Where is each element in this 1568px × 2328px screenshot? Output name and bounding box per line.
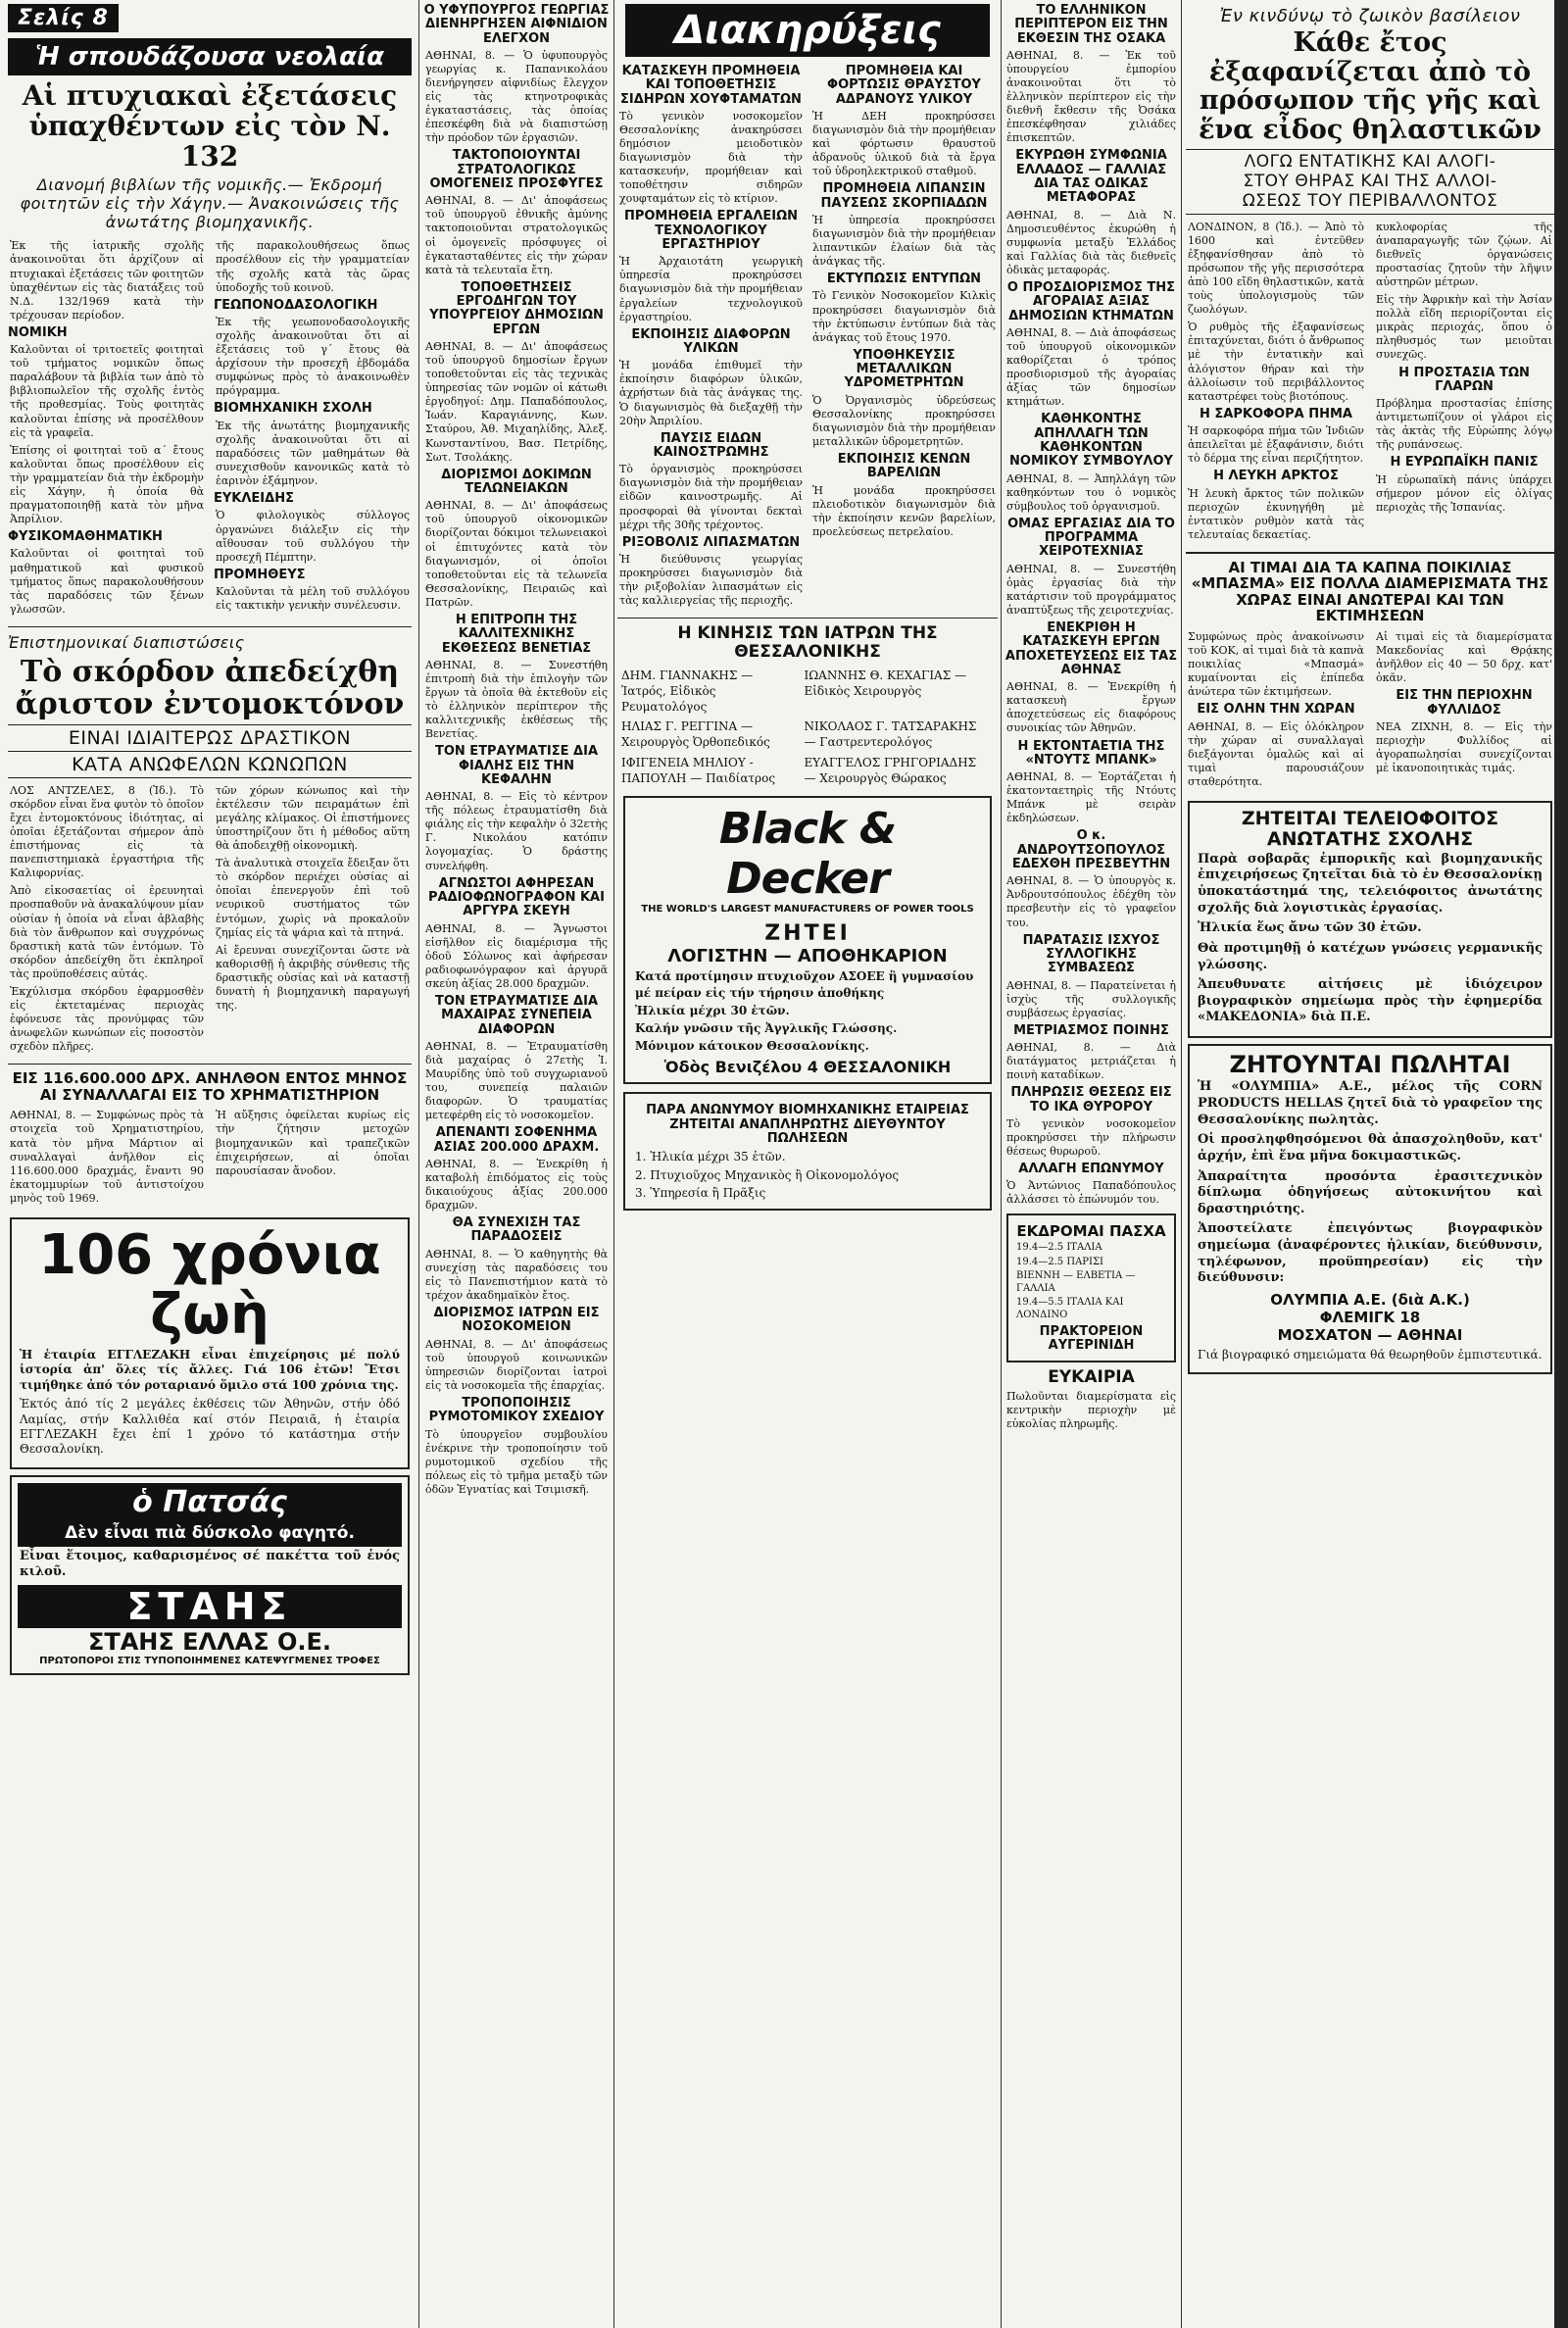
article-text: ΑΘΗΝΑΙ, 8. — Εἰς ὁλόκληρον τὴν χώραν αἱ συναλλαγαὶ διεξάγονται ὁμαλῶς καὶ αἱ τιμαὶ παρουσιάζουν σταθερότητα.: [1188, 719, 1364, 788]
ad-patsas-sub: Δὲν εἶναι πιὰ δύσκολο φαγητό.: [18, 1521, 402, 1547]
article-text: Ἡ διεύθυνσις γεωργίας προκηρύσσει διαγωνισμὸν διὰ τὴν ριξοβολίαν λιπασμάτων εἰς τὰς καλλιεργείας τῆς περιοχῆς.: [619, 552, 803, 608]
black-decker-role: ΛΟΓΙΣΤΗΝ — ΑΠΟΘΗΚΑΡΙΟΝ: [667, 946, 948, 967]
article-text: Τὸ ὀργανισμὸς προκηρύσσει διαγωνισμὸν διὰ τὴν προμήθειαν εἰδῶν καινοστρωμῆς. Αἱ προσφοραὶ θὰ γίνονται δεκταὶ μέχρι τῆς 30ῆς τρέχοντος.: [619, 463, 803, 531]
black-decker-req: Μόνιμον κάτοικον Θεσσαλονίκης.: [635, 1039, 869, 1054]
doctors-heading: Η ΚΙΝΗΣΙΣ ΤΩΝ ΙΑΤΡΩΝ ΤΗΣ ΘΕΣΣΑΛΟΝΙΚΗΣ: [677, 623, 938, 662]
ad-englezaki: [10, 1217, 410, 1469]
article-text: Καλοῦνται οἱ τριτοετεῖς φοιτηταὶ τοῦ τμήματος νομικῶν ὅπως παραλάβουν τὰ βιβλία των ἀπὸ τὸ βιβλιοπωλεῖον τῆς σχολῆς ἐντὸς τῆς προθεσμίας. Τοὺς φοιτητὰς καλοῦνται ἐπίσης νὰ προσέλθουν εἰς τὰ γραφεῖα.: [10, 343, 204, 439]
article-text: Ἐκχύλισμα σκόρδου ἐφαρμοσθὲν εἰς ἐκτεταμένας περιοχὰς ἐφόνευσε τὰς προνύμφας τῶν ἀνωφελῶν κωνώπων εἰς ποσοστὸν σχεδὸν πλῆρες.: [10, 984, 204, 1054]
headline-eponymo: ΑΛΛΑΓΗ ΕΠΩΝΥΜΟΥ: [1018, 1162, 1164, 1177]
eykairia-heading: ΕΥΚΑΙΡΙΑ: [1048, 1366, 1135, 1387]
article-text: ΛΟΝΔΙΝΟΝ, 8 (Ἰδ.). — Ἀπὸ τὸ 1600 καὶ ἐντεῦθεν ἐξηφανίσθησαν ἀπὸ τὸ πρόσωπον τῆς γῆς περισσότερα ἀπὸ 100 εἴδη θηλαστικῶν, κατὰ τοὺς ὑπολογισμοὺς τῶν ζωολόγων.: [1188, 220, 1364, 317]
ad-anonymous-company: [623, 1092, 992, 1210]
article-text: ΑΘΗΝΑΙ, 8. — Διὰ Ν. Δημοσιευθέντος ἐκυρώθη ἡ συμφωνία μεταξὺ Ἑλλάδος καὶ Γαλλίας διὰ τὰς διεθνεῖς ὁδικὰς μεταφοράς.: [1006, 208, 1176, 276]
article-text: ΑΘΗΝΑΙ, 8. — Ἐκ τοῦ ὑπουργείου ἐμπορίου ἀνακοινοῦται ὅτι τὸ ἑλληνικὸν περίπτερον εἰς τὴν διεθνῆ ἔκθεσιν τῆς Ὀσάκα ἐπεσκέφθησαν χιλιάδες ἐπισκεπτῶν.: [1006, 48, 1176, 145]
black-decker-zhtei: ΖΗΤΕΙ: [764, 921, 851, 947]
tag-eykleides: ΕΥΚΛΕΙΔΗΣ: [214, 491, 294, 507]
article-text: ΑΘΗΝΑΙ, 8. — Συμφώνως πρὸς τὰ στοιχεῖα τοῦ Χρηματιστηρίου, κατὰ τὸν μῆνα Μάρτιον αἱ συναλλαγαὶ ἀνῆλθον εἰς 116.600.000 δραχμάς, ἔναντι 90 ἑκατομμυρίων τοῦ ἀντιστοίχου μηνὸς τοῦ 1969.: [10, 1109, 204, 1205]
headline-ptychiakai: Αἱ πτυχιακαὶ ἐξετάσεις ὑπαχθέντων εἰς τὸν Ν. 132: [22, 79, 398, 173]
doctor-entry: ΕΥΑΓΓΕΛΟΣ ΓΡΗΓΟΡΙΑΔΗΣ — Χειρουργὸς Θώρακος: [804, 755, 977, 785]
article-text: Συμφώνως πρὸς ἀνακοίνωσιν τοῦ ΚΟΚ, αἱ τιμαὶ διὰ τὰ καπνὰ ποικιλίας «Μπασμά» κυμαίνονται εἰς ἐπίπεδα ἀνώτερα τῶν ἐκτιμήσεων.: [1188, 629, 1364, 699]
ad-politai-text: Ἡ «ΟΛΥΜΠΙΑ» Α.Ε., μέλος τῆς CORN PRODUCTS HELLAS ζητεῖ διὰ τὸ γραφεῖον της Θεσσαλονίκης πωλητὰς.: [1198, 1079, 1543, 1127]
black-decker-logo: Black & Decker: [718, 803, 897, 904]
headline-epidoma: ΑΠΕΝΑΝΤΙ ΣΟΦΕΝΗΜΑ ΑΣΙΑΣ 200.000 ΔΡΑΧΜ.: [433, 1125, 600, 1155]
article-text: Ὁ φιλολογικὸς σύλλογος ὀργανώνει διάλεξιν εἰς τὴν αἴθουσαν τοῦ συλλόγου τὴν προσεχῆ Πέμπτην.: [216, 509, 410, 564]
ad-politai-text2: Οἱ προσληφθησόμενοι θὰ ἀπασχοληθοῦν, κατ' ἀρχήν, ἐπὶ ἕνα μῆνα δοκιμαστικῶς.: [1198, 1132, 1543, 1164]
ad-teleiofoitos-text: Παρὰ σοβαρᾶς ἐμπορικῆς καὶ βιομηχανικῆς ἐπιχειρήσεως ζητεῖται διὰ τὸ ἐν Θεσσαλονίκῃ ὑποκατάστημά της, τελειόφοιτος ἀνωτάτης σχολῆς διὰ λογιστικὰς ἐργασίας.: [1198, 851, 1543, 916]
article-text: ΑΘΗΝΑΙ, 8. — Ὁ ὑπουργὸς κ. Ἀνδρουτσόπουλος ἐδέχθη τὸν πρεσβευτὴν εἰς τὸ γραφεῖον του.: [1006, 874, 1176, 929]
anon-req: 1. Ἠλικία μέχρι 35 ἐτῶν.: [635, 1150, 786, 1164]
ad-excursions: [1006, 1214, 1176, 1362]
tender-3: ΕΚΠΟΙΗΣΙΣ ΔΙΑΦΟΡΩΝ ΥΛΙΚΩΝ: [631, 326, 791, 357]
article-text: ΑΘΗΝΑΙ, 8. — Δι' ἀποφάσεως τοῦ ὑπουργοῦ δημοσίων ἔργων τοποθετοῦνται εἰς τὰς τεχνικὰς ὑπηρεσίας τῶν νομῶν οἱ κάτωθι ἐργοδηγοί: Δημ. Παπαδόπουλος, Ἰωάν. Καραγιάννης, Κων. Σταύρου, Ἀθ. Μιχαηλίδης, Ἀλεξ. Κωνσταντίνου, Βασ. Πετρίδης, Σωτ. Τσολάκης.: [425, 339, 608, 464]
excursion-row: 19.4—2.5 ΙΤΑΛΙΑ: [1016, 1242, 1102, 1254]
black-decker-req: Κατά προτίμησιν πτυχιοῦχον ΑΣΟΕΕ ἢ γυμνασίου μέ πείραν εἰς τήν τήρησιν ἀποθήκης: [635, 969, 974, 1000]
article-text: ΑΘΗΝΑΙ, 8. — Δι' ἀποφάσεως τοῦ ὑπουργοῦ κοινωνικῶν ὑπηρεσιῶν διορίζονται ἰατροὶ εἰς τὰ νοσοκομεῖα τῆς ἐπαρχίας.: [425, 1337, 608, 1392]
section-panis: Η ΕΥΡΩΠΑΪΚΗ ΠΑΝΙΣ: [1390, 455, 1539, 471]
column-4: [1004, 0, 1178, 2328]
article-text: Ὁ Ὀργανισμὸς ὑδρεύσεως Θεσσαλονίκης προκηρύσσει διαγωνισμὸν διὰ τὴν προμήθειαν μεταλλικῶν ὑδρομετρητῶν.: [812, 393, 996, 448]
article-text: Ἐκ τῆς γεωπονοδασολογικῆς σχολῆς ἀνακοινοῦται ὅτι αἱ ἐξετάσεις τοῦ γ΄ ἔτους θὰ ἀρχίσουν τὴν προσεχῆ ἑβδομάδα συμφώνως πρὸς τὸ ἀνακοινωθὲν πρόγραμμα.: [216, 316, 410, 398]
ad-englezaki-title: 106 χρόνια ζωὴ: [38, 1222, 381, 1348]
article-text: ΑΘΗΝΑΙ, 8. — Ἄγνωστοι εἰσῆλθον εἰς διαμέρισμα τῆς ὁδοῦ Σόλωνος καὶ ἀφήρεσαν ραδιοφωνόγραφον καὶ ἀργυρᾶ σκεύη ἀξίας 28.000 δραχμῶν.: [425, 921, 608, 990]
article-text: ΑΘΗΝΑΙ, 8. — Δι' ἀποφάσεως τοῦ ὑπουργοῦ οἰκονομικῶν διορίζονται δόκιμοι τελωνειακοὶ οἱ ἐπιτυχόντες κατὰ τὸν διαγωνισμόν, οἱ ὁποῖοι τοποθετοῦνται εἰς τὰ τελωνεῖα Θεσσαλονίκης, Πειραιῶς καὶ Πατρῶν.: [425, 499, 608, 609]
article-text: ΝΕΑ ΖΙΧΝΗ, 8. — Εἰς τὴν περιοχὴν Φυλλίδος αἱ ἀγοραπωλησίαι συνεχίζονται μὲ ἱκανοποιητικὰς τιμάς.: [1376, 719, 1552, 775]
ad-politai-req: Ἀπαραίτητα προσόντα ἐρασιτεχνικὸν δίπλωμα ὁδηγήσεως αὐτοκινήτου καὶ δραστηριότης.: [1198, 1168, 1543, 1216]
section-banner: Ἡ σπουδάζουσα νεολαία: [8, 38, 412, 75]
headline-maxaira: ΤΟΝ ΕΤΡΑΥΜΑΤΙΣΕ ΔΙΑ ΜΑΧΑΙΡΑΣ ΣΥΝΕΠΕΙΑ ΔΙΑΦΟΡΩΝ: [434, 993, 599, 1037]
ad-patsas-footer: ΠΡΩΤΟΠΟΡΟΙ ΣΤΙΣ ΤΥΠΟΠΟΙΗΜΕΝΕΣ ΚΑΤΕΨΥΓΜΕΝΕΣ ΤΡΟΦΕΣ: [39, 1655, 380, 1666]
headline-apoxeteysi: ΕΝΕΚΡΙΘΗ Η ΚΑΤΑΣΚΕΥΗ ΕΡΓΩΝ ΑΠΟΧΕΤΕΥΣΕΩΣ ΕΙΣ ΤΑΣ ΑΘΗΝΑΣ: [1004, 620, 1178, 677]
doctor-entry: ΙΦΙΓΕΝΕΙΑ ΜΗΛΙΟΥ - ΠΑΠΟΥΛΗ — Παιδίατρος: [621, 755, 776, 785]
anon-req: 2. Πτυχιοῦχος Μηχανικὸς ἢ Οἰκονομολόγος: [635, 1167, 900, 1182]
article-text: Πωλοῦνται διαμερίσματα εἰς κεντρικὴν περιοχὴν μὲ εὐκολίας πληρωμῆς.: [1006, 1390, 1176, 1431]
article-text: ΛΟΣ ΑΝΤΖΕΛΕΣ, 8 (Ἰδ.). Τὸ σκόρδον εἶναι ἕνα φυτὸν τὸ ὁποῖον ἔχει ἐντομοκτόνους ἰδιότητας, αἱ ὁποῖαι ἐξετάζονται σήμερον ἀπὸ ἐπιστήμονας εἰς τὰ πανεπιστημιακὰ ἐργαστήρια τῆς Καλιφορνίας.: [10, 783, 204, 880]
article-text: Πρόβλημα προστασίας ἐπίσης ἀντιμετωπίζουν οἱ γλάροι εἰς τὰς ἀκτὰς τῆς Εὐρώπης λόγῳ τῆς ρυπάνσεως.: [1376, 397, 1552, 452]
article-text: ΑΘΗΝΑΙ, 8. — Συνεστήθη ἐπιτροπὴ διὰ τὴν ἐπιλογὴν τῶν ἔργων τὰ ὁποῖα θὰ ἐκτεθοῦν εἰς τὸ ἑλληνικὸν περίπτερον τῆς καλλιτεχνικῆς ἐκθέσεως τῆς Βενετίας.: [425, 658, 608, 741]
article-text: Ἡ ὑπηρεσία προκηρύσσει διαγωνισμὸν διὰ τὴν προμήθειαν λιπαντικῶν ἐλαίων διὰ τὰς ἀνάγκας τῆς.: [812, 213, 996, 269]
section-glaroi: Η ΠΡΟΣΤΑΣΙΑ ΤΩΝ ΓΛΑΡΩΝ: [1398, 365, 1530, 394]
ad-politai-addr3: ΜΟΣΧΑΤΟΝ — ΑΘΗΝΑΙ: [1277, 1325, 1463, 1344]
black-decker-req: Ἡλικία μέχρι 30 ἐτῶν.: [635, 1003, 790, 1017]
tender-1: ΚΑΤΑΣΚΕΥΗ ΠΡΟΜΗΘΕΙΑ ΚΑΙ ΤΟΠΟΘΕΤΗΣΙΣ ΣΙΔΗΡΩΝ ΧΟΥΦΤΑΜΑΤΩΝ: [620, 64, 802, 107]
ad-patsas-title: ὁ Πατσάς: [18, 1483, 402, 1521]
doctor-entry: ΝΙΚΟΛΑΟΣ Γ. ΤΑΤΣΑΡΑΚΗΣ — Γαστρεντερολόγος: [804, 719, 977, 750]
headline-skordon: Τὸ σκόρδον ἀπεδείχθη ἄριστον ἐντομοκτόνον: [15, 654, 405, 721]
article-text: ΑΘΗΝΑΙ, 8. — Συνεστήθη ὁμὰς ἐργασίας διὰ τὴν κατάρτισιν τοῦ προγράμματος ἀναπτύξεως τῆς χειροτεχνίας.: [1006, 562, 1176, 617]
article-text: Ἡ σαρκοφόρα πήμα τῶν Ἰνδιῶν ἀπειλεῖται μὲ ἐξαφάνισιν, διότι τὸ δέρμα της εἶναι περιζήτητον.: [1188, 424, 1364, 466]
subhead-ptychiakai: Διανομή βιβλίων τῆς νομικῆς.— Ἐκδρομή φοιτητῶν εἰς τὴν Χάγην.— Ἀνακοινώσεις τῆς ἀνωτάτης βιομηχανικῆς.: [20, 175, 400, 232]
ad-teleiofoitos-title: ΖΗΤΕΙΤΑΙ ΤΕΛΕΙΟΦΟΙΤΟΣ ΑΝΩΤΑΤΗΣ ΣΧΟΛΗΣ: [1241, 807, 1499, 850]
tag-fysiko: ΦΥΣΙΚΟΜΑΘΗΜΑΤΙΚΗ: [8, 529, 163, 545]
ad-patsas-brand: ΣΤΑΗΣ: [18, 1585, 402, 1628]
headline-symfonia: ΕΚΥΡΩΘΗ ΣΥΜΦΩΝΙΑ ΕΛΛΑΔΟΣ — ΓΑΛΛΙΑΣ ΔΙΑ ΤΑΣ ΟΔΙΚΑΣ ΜΕΤΑΦΟΡΑΣ: [1015, 148, 1167, 206]
tender-5: ΡΙΞΟΒΟΛΙΣ ΛΙΠΑΣΜΑΤΩΝ: [621, 534, 801, 550]
tag-geoponiki: ΓΕΩΠΟΝΟΔΑΣΟΛΟΓΙΚΗ: [214, 297, 378, 313]
headline-iatroi-nosokomeio: ΔΙΟΡΙΣΜΟΣ ΙΑΤΡΩΝ ΕΙΣ ΝΟΣΟΚΟΜΕΙΟΝ: [433, 1306, 600, 1335]
tender-7: ΠΡΟΜΗΘΕΙΑ ΛΙΠΑΝΣΙΝ ΠΑΥΣΕΩΣ ΣΚΟΡΠΙΑΔΩΝ: [820, 181, 988, 211]
article-text: ΑΘΗΝΑΙ, 8. — Ἐνεκρίθη ἡ καταβολὴ ἐπιδόματος εἰς τοὺς δικαιούχους ἀξίας 200.000 δραχμῶν.: [425, 1157, 608, 1213]
article-text: Τὸ γενικὸν νοσοκομεῖον προκηρύσσει τὴν πλήρωσιν θέσεως θυρωροῦ.: [1006, 1116, 1176, 1159]
tender-2: ΠΡΟΜΗΘΕΙΑ ΕΡΓΑΛΕΙΩΝ ΤΕΧΝΟΛΟΓΙΚΟΥ ΕΡΓΑΣΤΗΡΙΟΥ: [623, 209, 799, 253]
headline-kathikonta: ΚΑΘΗΚΟΝΤΗΣ ΑΠΗΛΛΑΓΗ ΤΩΝ ΚΑΘΗΚΟΝΤΩΝ ΝΟΜΙΚΟΥ ΣΥΜΒΟΥΛΟΥ: [1009, 412, 1173, 470]
article-text: ΑΘΗΝΑΙ, 8. — Διὰ ἀποφάσεως τοῦ ὑπουργοῦ οἰκονομικῶν καθορίζεται ὁ τρόπος προσδιορισμοῦ τῆς ἀγοραίας ἀξίας τῶν δημοσίων κτημάτων.: [1006, 325, 1176, 409]
article-text: Τὸ Γενικὸν Νοσοκομεῖον Κιλκὶς προκηρύσσει διαγωνισμὸν διὰ τὴν ἐκτύπωσιν ἐντύπων διὰ τὰς ἀνάγκας τοῦ ἔτους 1970.: [812, 289, 996, 344]
black-decker-req: Καλήν γνῶσιν τῆς Ἀγγλικῆς Γλώσσης.: [635, 1021, 898, 1036]
article-text: ΑΘΗΝΑΙ, 8. — Ἐνεκρίθη ἡ κατασκευὴ ἔργων ἀποχετεύσεως εἰς διαφόρους συνοικίας τῶν Ἀθηνῶν.: [1006, 680, 1176, 735]
article-text: Καλοῦνται τὰ μέλη τοῦ συλλόγου εἰς τακτικὴν γενικὴν συνέλευσιν.: [216, 585, 410, 613]
article-text: κυκλοφορίας τῆς ἀναπαραγωγῆς τῶν ζῴων. Αἱ διεθνεῖς ὀργανώσεις προστασίας ζητοῦν τὴν λῆψιν αὐστηρῶν μέτρων.: [1376, 220, 1552, 289]
excursion-row: 19.4—5.5 ΙΤΑΛΙΑ ΚΑΙ ΛΟΝΔΙΝΟ: [1016, 1297, 1124, 1320]
diakirykseis-banner: Διακηρύξεις: [625, 4, 990, 57]
ad-politai: [1188, 1044, 1552, 1374]
article-text: Εἰς τὴν Ἀφρικὴν καὶ τὴν Ἀσίαν πολλὰ εἴδη περιορίζονται εἰς μικρὰς περιοχάς, ὅπου ὁ πληθυσμός των μειοῦται συνεχῶς.: [1376, 293, 1552, 362]
headline-presvefti: Ο κ. ΑΝΔΡΟΥΤΣΟΠΟΥΛΟΣ ΕΔΕΧΘΗ ΠΡΕΣΒΕΥΤΗΝ: [1011, 828, 1171, 871]
article-text: τῆς παρακολουθήσεως ὅπως προσέλθουν εἰς τὴν γραμματείαν τῆς σχολῆς κατὰ τὰς ὥρας ὑποδοχῆς τοῦ κοινοῦ.: [216, 239, 410, 294]
headline-doytch-bank: Η ΕΚΤΟΝΤΑΕΤΙΑ ΤΗΣ «ΝΤΟΥΤΣ ΜΠΑΝΚ»: [1017, 738, 1165, 768]
ad-patsas-text: Εἶναι ἕτοιμος, καθαρισμένος σέ πακέττα τοῦ ἑνός κιλοῦ.: [20, 1548, 400, 1580]
headline-poini: ΜΕΤΡΙΑΣΜΟΣ ΠΟΙΝΗΣ: [1013, 1022, 1169, 1038]
ad-politai-addr2: ΦΛΕΜΙΓΚ 18: [1319, 1308, 1421, 1326]
tender-6: ΠΡΟΜΗΘΕΙΑ ΚΑΙ ΦΟΡΤΩΣΙΣ ΘΡΑΥΣΤΟΥ ΑΔΡΑΝΟΥΣ ΥΛΙΚΟΥ: [827, 64, 981, 107]
subhead-thilastika-3: ΩΣΕΩΣ ΤΟΥ ΠΕΡΙΒΑΛΛΟΝΤΟΣ: [1186, 191, 1554, 215]
column-3: [617, 0, 998, 2328]
column-1: [0, 0, 416, 2328]
section-oli-xora: ΕΙΣ ΟΛΗΝ ΤΗΝ ΧΩΡΑΝ: [1197, 702, 1355, 718]
subhead-skordon-1: ΕΙΝΑΙ ΙΔΙΑΙΤΕΡΩΣ ΔΡΑΣΤΙΚΟΝ: [8, 724, 412, 752]
headline-fiali: ΤΟΝ ΕΤΡΑΥΜΑΤΙΣΕ ΔΙΑ ΦΙΑΛΗΣ ΕΙΣ ΤΗΝ ΚΕΦΑΛΗΝ: [434, 744, 599, 787]
article-text: Ἐκ τῆς ἰατρικῆς σχολῆς ἀνακοινοῦται ὅτι ἀρχίζουν αἱ πτυχιακαὶ ἐξετάσεις τῶν φοιτητῶν ὑπαχθέντων εἰς τὰς διατάξεις τοῦ Ν.Δ. 132/1969 κατὰ τὴν τρέχουσαν περίοδον.: [10, 239, 204, 322]
ad-politai-note: Γιά βιογραφικό σημειώματα θά θεωρηθοῦν ἐμπιστευτικά.: [1198, 1347, 1543, 1362]
headline-thyroros: ΠΛΗΡΩΣΙΣ ΘΕΣΕΩΣ ΕΙΣ ΤΟ ΙΚΑ ΘΥΡΟΡΟΥ: [1010, 1085, 1172, 1114]
headline-rymotomiko: ΤΡΟΠΟΠΟΙΗΣΙΣ ΡΥΜΟΤΟΜΙΚΟΥ ΣΧΕΔΙΟΥ: [428, 1395, 605, 1425]
ad-englezaki-text: Ἡ ἑταιρία ΕΓΓΛΕΖΑΚΗ εἶναι ἐπιχείρησις μέ πολύ ἱστορία ἀπ' ὅλες τίς ἄλλες. Γιά 106 ἐτῶν! Ἔτσι τιμήθηκε ἀπό τόν ροταριανό ὅμιλο στά 100 χρόνια της.: [20, 1348, 400, 1392]
excursion-row: ΒΙΕΝΝΗ — ΕΛΒΕΤΙΑ — ΓΑΛΛΙΑ: [1016, 1270, 1136, 1294]
headline-osaka: ΤΟ ΕΛΛΗΝΙΚΟΝ ΠΕΡΙΠΤΕΡΟΝ ΕΙΣ ΤΗΝ ΕΚΘΕΣΙΝ ΤΗΣ ΟΣΑΚΑ: [1014, 3, 1168, 46]
tag-viom: ΒΙΟΜΗΧΑΝΙΚΗ ΣΧΟΛΗ: [214, 401, 372, 417]
anon-title: ΠΑΡΑ ΑΝΩΝΥΜΟΥ ΒΙΟΜΗΧΑΝΙΚΗΣ ΕΤΑΙΡΕΙΑΣ ΖΗΤΕΙΤΑΙ ΑΝΑΠΛΗΡΩΤΗΣ ΔΙΕΥΘΥΝΤΟΥ ΠΩΛΗΣΕΩΝ: [646, 1103, 969, 1147]
section-pima: Η ΣΑΡΚΟΦΟΡΑ ΠΗΜΑ: [1200, 406, 1352, 421]
article-text: ΑΘΗΝΑΙ, 8. — Ἑορτάζεται ἡ ἑκατονταετηρὶς τῆς Ντόυτς Μπάνκ μὲ σειρὰν ἐκδηλώσεων.: [1006, 770, 1176, 825]
doctor-entry: ΙΩΑΝΝΗΣ Θ. ΚΕΧΑΓΙΑΣ — Εἰδικὸς Χειρουργὸς: [804, 668, 967, 698]
doctor-entry: ΔΗΜ. ΓΙΑΝΝΑΚΗΣ — Ἰατρός, Εἰδικὸς Ρευματολόγος: [621, 668, 754, 715]
article-text: Ὁ Ἀντώνιος Παπαδόπουλος ἀλλάσσει τὸ ἐπώνυμόν του.: [1006, 1179, 1176, 1207]
article-text: Ἐπίσης οἱ φοιτηταὶ τοῦ α΄ ἔτους καλοῦνται ὅπως προσέλθουν εἰς τὴν γραμματείαν διὰ τὴν ἐκδρομὴν εἰς Χάγην, ἡ ὁποία θὰ πραγματοποιηθῇ κατὰ τὸν μῆνα Ἀπρίλιον.: [10, 443, 204, 526]
page-edge: [1554, 0, 1568, 2328]
headline-kapna: ΑΙ ΤΙΜΑΙ ΔΙΑ ΤΑ ΚΑΠΝΑ ΠΟΙΚΙΛΙΑΣ «ΜΠΑΣΜΑ» ΕΙΣ ΠΟΛΛΑ ΔΙΑΜΕΡΙΣΜΑΤΑ ΤΗΣ ΧΩΡΑΣ ΕΙΝΑΙ ΑΝΩΤΕΡΑΙ ΚΑΙ ΤΩΝ ΕΚΤΙΜΗΣΕΩΝ: [1191, 558, 1549, 625]
article-text: Αἱ ἔρευναι συνεχίζονται ὥστε νὰ καθορισθῇ ἡ ἀκριβὴς σύνθεσις τῆς δραστικῆς οὐσίας καὶ νὰ καταστῇ δυνατὴ ἡ βιομηχανικὴ παραγωγή της.: [216, 943, 410, 1013]
tender-8: ΕΚΤΥΠΩΣΙΣ ΕΝΤΥΠΩΝ: [826, 272, 982, 287]
section2-kicker: Ἐπιστημονικαί διαπιστώσεις: [8, 632, 245, 652]
article-text: Ἐκ τῆς ἀνωτάτης βιομηχανικῆς σχολῆς ἀνακοινοῦται ὅτι αἱ παραδόσεις τῶν μαθημάτων θὰ συνεχισθοῦν κανονικῶς κατὰ τὸ ἑαρινὸν ἑξάμηνον.: [216, 419, 410, 488]
article-text: Ὁ ρυθμὸς τῆς ἐξαφανίσεως ἐπιταχύνεται, διότι ὁ ἄνθρωπος μὲ τὴν ἐντατικὴν καὶ ἀλόγιστον θήραν καὶ τὴν ἀλλοίωσιν τοῦ περιβάλλοντος καταστρέφει τοὺς βιοτόπους.: [1188, 321, 1364, 403]
headline-omas: ΟΜΑΣ ΕΡΓΑΣΙΑΣ ΔΙΑ ΤΟ ΠΡΟΓΡΑΜΜΑ ΧΕΙΡΟΤΕΧΝΙΑΣ: [1007, 516, 1175, 560]
excursions-title: ΕΚΔΡΟΜΑΙ ΠΑΣΧΑ: [1016, 1221, 1166, 1240]
headline-yfypourgos: Ο ΥΦΥΠΟΥΡΓΟΣ ΓΕΩΡΓΙΑΣ ΔΙΕΝΗΡΓΗΣΕΝ ΑΙΦΝΙΔΙΟΝ ΕΛΕΓΧΟΝ: [423, 3, 610, 46]
doctor-entry: ΗΛΙΑΣ Γ. ΡΕΓΓΙΝΑ — Χειρουργὸς Ὀρθοπεδικός: [621, 719, 770, 750]
article-text: ΑΘΗΝΑΙ, 8. — Ὁ καθηγητὴς θὰ συνεχίσῃ τὰς παραδόσεις του εἰς τὸ Πανεπιστήμιον κατὰ τὸ τρέχον ἀκαδημαϊκὸν ἔτος.: [425, 1247, 608, 1302]
column-2: [423, 0, 610, 2328]
ad-teleiofoitos-age: Ἡλικία ἕως ἄνω τῶν 30 ἐτῶν.: [1198, 920, 1422, 936]
ad-englezaki-text2: Ἐκτός ἀπό τίς 2 μεγάλες ἐκθέσεις τῶν Ἀθηνῶν, στήν ὁδό Λαμίας, στήν Καλλιθέα καί στόν Πειραιᾶ, ἡ ἑταιρία ΕΓΓΛΕΖΑΚΗ ἔχει ἐπί 1 χρόνο τό κατάστημα στήν Θεσσαλονίκη.: [20, 1397, 400, 1457]
headline-taktopoiountai: ΤΑΚΤΟΠΟΙΟΥΝΤΑΙ ΣΤΡΑΤΟΛΟΓΙΚΩΣ ΟΜΟΓΕΝΕΙΣ ΠΡΟΣΦΥΓΕΣ: [429, 148, 604, 192]
section-arktos: Η ΛΕΥΚΗ ΑΡΚΤΟΣ: [1213, 469, 1339, 484]
subhead-thilastika-1: ΛΟΓΩ ΕΝΤΑΤΙΚΗΣ ΚΑΙ ΑΛΟΓΙ-: [1186, 149, 1554, 172]
article-text: ΑΘΗΝΑΙ, 8. — Εἰς τὸ κέντρον τῆς πόλεως ἐτραυματίσθη διὰ φιάλης εἰς τὴν κεφαλὴν ὁ 32ετὴς Γ. Νικολάου κατόπιν λογομαχίας. Ὁ δράστης συνελήφθη.: [425, 790, 608, 872]
article-text: Ἡ Ἀρχαιοτάτη γεωργικὴ ὑπηρεσία προκηρύσσει διαγωνισμὸν διὰ τὴν προμήθειαν ἐργαλείων τεχνολογικοῦ ἐργαστηρίου.: [619, 255, 803, 323]
ad-teleiofoitos-apply: Ἀπευθυνατε αἰτήσεις μὲ ἰδιόχειρον βιογραφικὸν σημείωμα πρὸς τὴν ἐφημερίδα «ΜΑΚΕΔΟΝΙΑ» διὰ Π.Ε.: [1198, 977, 1543, 1025]
article-text: Ἡ αὔξησις ὀφείλεται κυρίως εἰς τὴν ζήτησιν μετοχῶν βιομηχανικῶν καὶ τραπεζικῶν ἐπιχειρήσεων, αἱ ὁποῖαι παρουσίασαν ἄνοδον.: [216, 1109, 410, 1177]
article-text: Ἡ εὐρωπαϊκὴ πάνις ὑπάρχει σήμερον μόνον εἰς ὀλίγας περιοχὰς τῆς Ἰσπανίας.: [1376, 472, 1552, 514]
article-text: Τὸ ὑπουργεῖον συμβουλίου ἐνέκρινε τὴν τροποποίησιν τοῦ ρυμοτομικοῦ σχεδίου τῆς πόλεως εἰς τὸ τμῆμα μεταξὺ τῶν ὁδῶν Ἐγνατίας καὶ Τσιμισκῆ.: [425, 1427, 608, 1496]
article-text: Ἡ μονάδα ἐπιθυμεῖ τὴν ἐκποίησιν διαφόρων ὑλικῶν, ἀχρήστων διὰ τὰς ἀνάγκας της. Ὁ διαγωνισμὸς θὰ διεξαχθῇ τὴν 20ὴν Ἀπριλίου.: [619, 359, 803, 427]
article-text: Τὸ γενικὸν νοσοκομεῖον Θεσσαλονίκης ἀνακηρύσσει δημόσιον μειοδοτικὸν διαγωνισμὸν διὰ τὴν κατασκευήν, προμήθειαν καὶ τοποθέτησιν σιδηρῶν χουφταμάτων εἰς τὸ κτίριον.: [619, 109, 803, 206]
headline-prosdiorismos: Ο ΠΡΟΣΔΙΟΡΙΣΜΟΣ ΤΗΣ ΑΓΟΡΑΙΑΣ ΑΞΙΑΣ ΔΗΜΟΣΙΩΝ ΚΤΗΜΑΤΩΝ: [1006, 280, 1176, 323]
black-decker-tagline: THE WORLD'S LARGEST MANUFACTURERS OF POWER TOOLS: [641, 903, 974, 915]
article-text: ΑΘΗΝΑΙ, 8. — Δι' ἀποφάσεως τοῦ ὑπουργοῦ ἐθνικῆς ἀμύνης τακτοποιοῦνται στρατολογικῶς οἱ ὁμογενεῖς πρόσφυγες οἱ ἐγκατασταθέντες εἰς τὴν χώραν κατὰ τὰ τελευταῖα ἔτη.: [425, 194, 608, 276]
ad-teleiofoitos-lang: Θὰ προτιμηθῇ ὁ κατέχων γνώσεις γερμανικῆς γλώσσης.: [1198, 940, 1543, 972]
article-text: ΑΘΗΝΑΙ, 8. — Ἀπηλλάγη τῶν καθηκόντων του ὁ νομικὸς σύμβουλος τοῦ ὀργανισμοῦ.: [1006, 471, 1176, 513]
tag-promitheys: ΠΡΟΜΗΘΕΥΣ: [214, 567, 306, 582]
tender-10: ΕΚΠΟΙΗΣΙΣ ΚΕΝΩΝ ΒΑΡΕΛΙΩΝ: [837, 452, 971, 481]
headline-epitropi: Η ΕΠΙΤΡΟΠΗ ΤΗΣ ΚΑΛΛΙΤΕΧΝΙΚΗΣ ΕΚΘΕΣΕΩΣ ΒΕΝΕΤΙΑΣ: [441, 612, 592, 656]
ad-patsas-company: ΣΤΑΗΣ ΕΛΛΑΣ Ο.Ε.: [87, 1627, 332, 1656]
column-5: [1186, 0, 1554, 2328]
article-text: Ἀπὸ εἰκοσαετίας οἱ ἐρευνηταὶ προσπαθοῦν νὰ ἀνακαλύψουν μίαν οὐσίαν ἡ ὁποία νὰ εἶναι ἀβλαβὴς διὰ τὸν ἄνθρωπον καὶ συγχρόνως δραστικὴ κατὰ τῶν ἐντόμων. Τὸ σκόρδον ἀπεδείχθη ὅτι ἐκπληροῖ τὰς προϋποθέσεις αὐτάς.: [10, 884, 204, 980]
headline-agnostoi: ΑΓΝΩΣΤΟΙ ΑΦΗΡΕΣΑΝ ΡΑΔΙΟΦΩΝΟΓΡΑΦΟΝ ΚΑΙ ΑΡΓΥΡΑ ΣΚΕΥΗ: [428, 875, 605, 919]
article-text: Ἡ μονάδα προκηρύσσει πλειοδοτικὸν διαγωνισμὸν διὰ τὴν ἐκποίησιν κενῶν βαρελίων, προελεύσεως πετρελαίου.: [812, 483, 996, 538]
ad-black-decker: [623, 796, 992, 1084]
article-text: ΑΘΗΝΑΙ, 8. — Ὁ ὑφυπουργὸς γεωργίας κ. Παπανικολάου διενήργησεν αἰφνιδίως ἔλεγχον εἰς τὰς κτηνοτροφικὰς ἐγκαταστάσεις, τὰς ὁποίας ἐπεσκέφθη διὰ νὰ διαπιστώσῃ τὴν πρόοδον τῶν ἐργασιῶν.: [425, 48, 608, 145]
article-text: Ἡ λευκὴ ἄρκτος τῶν πολικῶν περιοχῶν ἐκυνηγήθη μὲ ἐντατικὸν ρυθμὸν κατὰ τὰς τελευταίας δεκαετίας.: [1188, 486, 1364, 541]
headline-thilastika: Κάθε ἔτος ἐξαφανίζεται ἀπὸ τὸ πρόσωπον τῆς γῆς καὶ ἕνα εἶδος θηλαστικῶν: [1199, 27, 1542, 146]
article-text: τῶν χόρων κώνωπος καὶ τὴν ἐκτέλεσιν τῶν πειραμάτων ἐπὶ μεγάλης κλίμακος. Οἱ ἐπιστήμονες ὑποστηρίζουν ὅτι ἡ μέθοδος αὕτη θὰ ἀποδειχθῇ οἰκονομικὴ.: [216, 783, 410, 853]
subhead-thilastika-2: ΣΤΟΥ ΘΗΡΑΣ ΚΑΙ ΤΗΣ ΑΛΛΟΙ-: [1243, 171, 1497, 191]
anon-req: 3. Ὑπηρεσία ἢ Πρᾶξις: [635, 1185, 766, 1200]
excursion-row: 19.4—2.5 ΠΑΡΙΣΙ: [1016, 1256, 1103, 1267]
headline-topothetiseis: ΤΟΠΟΘΕΤΗΣΕΙΣ ΕΡΓΟΔΗΓΩΝ ΤΟΥ ΥΠΟΥΡΓΕΙΟΥ ΔΗΜΟΣΙΩΝ ΕΡΓΩΝ: [429, 279, 604, 337]
headline-xrimatistirio: ΕΙΣ 116.600.000 ΔΡΧ. ΑΝΗΛΘΟΝ ΕΝΤΟΣ ΜΗΝΟΣ ΑΙ ΣΥΝΑΛΛΑΓΑΙ ΕΙΣ ΤΟ ΧΡΗΜΑΤΙΣΤΗΡΙΟΝ: [12, 1069, 408, 1104]
section-fyllidos: ΕΙΣ ΤΗΝ ΠΕΡΙΟΧΗΝ ΦΥΛΛΙΔΟΣ: [1396, 688, 1533, 718]
article-text: Ἡ ΔΕΗ προκηρύσσει διαγωνισμὸν διὰ τὴν προμήθειαν καὶ φόρτωσιν θραυστοῦ ἀδρανοῦς ὑλικοῦ διὰ τὰ ἔργα τοῦ ὑδροηλεκτρικοῦ σταθμοῦ.: [812, 109, 996, 178]
ad-politai-req: Ἀποστείλατε ἐπειγόντως βιογραφικὸν σημείωμα (ἀναφέροντες ἡλικίαν, διεύθυνσιν, τηλέφωνον, προϋπηρεσίαν) εἰς τὴν διεύθυνσιν:: [1198, 1221, 1543, 1286]
subhead-skordon-2: ΚΑΤΑ ΑΝΩΦΕΛΩΝ ΚΩΝΩΠΩΝ: [8, 752, 412, 778]
article-text: ΑΘΗΝΑΙ, 8. — Παρατείνεται ἡ ἰσχὺς τῆς συλλογικῆς συμβάσεως ἐργασίας.: [1006, 978, 1176, 1019]
kicker-zoiko: Ἐν κινδύνῳ τὸ ζωικὸν βασίλειον: [1219, 6, 1521, 26]
ad-teleiofoitos: [1188, 801, 1552, 1038]
headline-parataseis: ΠΑΡΑΤΑΣΙΣ ΙΣΧΥΟΣ ΣΥΛΛΟΓΙΚΗΣ ΣΥΜΒΑΣΕΩΣ: [1022, 932, 1160, 976]
page-label: Σελίς 8: [8, 4, 119, 32]
ad-patsas: [10, 1475, 410, 1676]
black-decker-address: Ὁδὸς Βενιζέλου 4 ΘΕΣΣΑΛΟΝΙΚΗ: [663, 1058, 952, 1077]
headline-diorismoi: ΔΙΟΡΙΣΜΟΙ ΔΟΚΙΜΩΝ ΤΕΛΩΝΕΙΑΚΩΝ: [441, 467, 592, 496]
excursions-agency: ΠΡΑΚΤΟΡΕΙΟΝ ΑΥΓΕΡΙΝΙΔΗ: [1039, 1324, 1144, 1354]
ad-politai-addr1: ΟΛΥΜΠΙΑ Α.Ε. (διὰ Α.Κ.): [1270, 1290, 1470, 1309]
article-text: Αἱ τιμαὶ εἰς τὰ διαμερίσματα Μακεδονίας καὶ Θρᾴκης ἀνῆλθον εἰς 40 — 50 δρχ. κατ' ὀκᾶν.: [1376, 629, 1552, 685]
article-text: ΑΘΗΝΑΙ, 8. — Ἐτραυματίσθη διὰ μαχαίρας ὁ 27ετὴς Ἰ. Μαυρίδης ὑπὸ τοῦ συγχωριανοῦ του, συνεπείᾳ παλαιῶν διαφορῶν. Ὁ τραυματίας μετεφέρθη εἰς τὸ νοσοκομεῖον.: [425, 1039, 608, 1122]
article-text: Καλοῦνται οἱ φοιτηταὶ τοῦ μαθηματικοῦ καὶ φυσικοῦ τμήματος ὅπως παρακολουθήσουν τὰς παραδόσεις τῶν ξένων γλωσσῶν.: [10, 547, 204, 616]
tender-9: ΥΠΟΘΗΚΕΥΣΙΣ ΜΕΤΑΛΛΙΚΩΝ ΥΔΡΟΜΕΤΡΗΤΩΝ: [844, 347, 964, 391]
tender-4: ΠΑΥΣΙΣ ΕΙΔΩΝ ΚΑΙΝΟΣΤΡΩΜΗΣ: [653, 430, 769, 460]
article-text: Τὰ ἀναλυτικὰ στοιχεῖα ἔδειξαν ὅτι τὸ σκόρδον περιέχει οὐσίας αἱ ὁποῖαι ἐπενεργοῦν ἐπὶ τοῦ νευρικοῦ συστήματος τῶν ἐντόμων, χωρὶς νὰ προκαλοῦν ζημίας εἰς τὰ ψάρια καὶ τὰ πτηνά.: [216, 857, 410, 939]
tag-nomiki: ΝΟΜΙΚΗ: [8, 324, 68, 340]
ad-politai-title: ΖΗΤΟΥΝΤΑΙ ΠΩΛΗΤΑΙ: [1229, 1051, 1511, 1079]
article-text: ΑΘΗΝΑΙ, 8. — Διὰ διατάγματος μετριάζεται ἡ ποινὴ καταδίκων.: [1006, 1041, 1176, 1082]
headline-paradoseis: ΘΑ ΣΥΝΕΧΙΣΗ ΤΑΣ ΠΑΡΑΔΟΣΕΙΣ: [452, 1215, 581, 1245]
